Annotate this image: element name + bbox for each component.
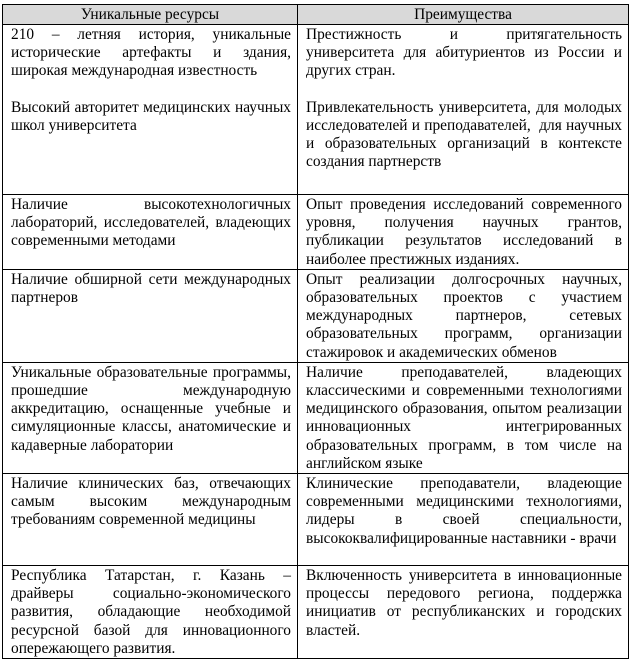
advantage-cell (298, 269, 629, 362)
table-row (3, 25, 629, 195)
cell-paragraph: 210 – летняя история, уникальные исторические артефакты и здания, широкая международная известность (11, 26, 291, 80)
resource-cell (3, 474, 298, 566)
table-row (3, 362, 629, 473)
resource-cell (3, 566, 298, 659)
advantage-cell (298, 474, 629, 566)
cell-paragraph: Республика Татарстан, г. Казань – драйверы социально-экономического развития, обладающие необходимой ресурсной базой для инновационного опережающего развития. (11, 567, 291, 657)
cell-paragraph: Опыт проведения исследований современного уровня, получения научных грантов, публикации результатов исследований в наиболее престижных изданиях. (306, 196, 622, 268)
cell-paragraph: Престижность и притягательность университета для абитуриентов из России и других стран. (306, 26, 622, 80)
resource-cell (3, 362, 298, 473)
cell-paragraph: Наличие обширной сети международных партнеров (11, 270, 291, 307)
advantage-cell (298, 566, 629, 659)
advantage-cell (298, 25, 629, 195)
cell-paragraph: Включенность университета в инновационные процессы передового региона, поддержка инициатив от республиканских и городских властей. (306, 567, 622, 639)
cell-paragraph: Уникальные образовательные программы, прошедшие международную аккредитацию, оснащенные учебные и симуляционные классы, анатомические и кадаверные лаборатории (11, 363, 291, 454)
header-advantages: Преимущества (298, 5, 629, 25)
table-row (3, 566, 629, 659)
document (2, 4, 628, 659)
resource-cell (3, 25, 298, 195)
resource-cell (3, 269, 298, 362)
table-row (3, 195, 629, 270)
cell-paragraph: Клинические преподаватели, владеющие современными медицинскими технологиями, лидеры в своей специальности, высококвалифицированные наставники - врачи (306, 475, 622, 547)
cell-paragraph: Опыт реализации долгосрочных научных, образовательных проектов с участием международных партнеров, сетевых образовательных программ, организации стажировок и академических обменов (306, 270, 622, 361)
advantage-cell (298, 195, 629, 270)
header-row (3, 5, 629, 25)
resources-advantages-table (2, 4, 629, 659)
cell-paragraph: Привлекательность университета, для молодых исследователей и преподавателей, для научных и образовательных организаций в контексте создания партнерств (306, 98, 622, 171)
table-row (3, 269, 629, 362)
table-row (3, 474, 629, 566)
advantage-cell (298, 362, 629, 473)
header-unique-resources: Уникальные ресурсы (3, 5, 298, 25)
cell-paragraph: Наличие преподавателей, владеющих классическими и современными технологиями медицинского образования, опытом реализации инновационных интегрированных образовательных программ, в том числе на английском языке (306, 363, 622, 472)
cell-paragraph: Наличие высокотехнологичных лабораторий, исследователей, владеющих современными методами (11, 196, 291, 250)
resource-cell (3, 195, 298, 270)
cell-paragraph: Наличие клинических баз, отвечающих самым высоким международным требованиям современной медицины (11, 475, 291, 529)
cell-paragraph: Высокий авторитет медицинских научных школ университета (11, 98, 291, 134)
